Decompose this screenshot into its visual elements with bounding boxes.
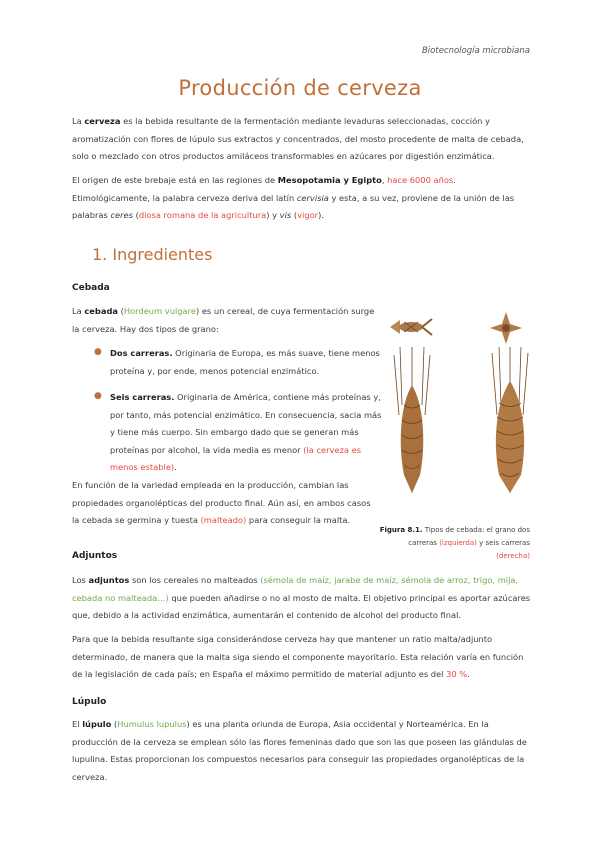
intro-paragraph-2: El origen de este brebaje está en las regiones de Mesopotamia y Egipto, hace 6000 años. Etimológicamente, la palabra cerveza deriva del latín cervisia y esta, a su vez, proviene de la unión de las palabras ceres (diosa romana de la agricultura) y vis (vigor).	[72, 175, 515, 220]
subheading-cebada: Cebada	[72, 283, 110, 293]
adjuntos-paragraph-2: Para que la bebida resultante siga considerándose cerveza hay que mantener un ratio malta/adjunto determinado, de manera que la malta siga siendo el componente mayoritario. Esta relación varía en función de la legislación de cada país; en España el máximo permitido de material adjunto es del 30 %.	[72, 634, 524, 679]
figure-caption: Figura 8.1. Tipos de cebada: el grano dos carreras (izquierda) y seis carreras (derecha)	[379, 526, 530, 560]
document-header: Biotecnología microbiana	[421, 46, 530, 56]
bullet-seis-carreras: Seis carreras. Originaria de América, contiene más proteínas y, por tanto, más potencial enzimático. En consecuencia, sacia más y tiene más cuerpo. Sin embargo dado que se generan más proteínas por alcohol, la vida media es menor (la cerveza es menos estable).	[110, 392, 382, 472]
bullet-icon: ●	[94, 347, 102, 357]
section-heading-ingredientes: 1. Ingredientes	[92, 245, 213, 264]
cebada-paragraph-1: La cebada (Hordeum vulgare) es un cereal, de cuya fermentación surge la cerveza. Hay dos tipos de grano:	[72, 306, 375, 334]
page-title: Producción de cerveza	[178, 76, 422, 100]
barley-six-row-ear-icon	[487, 345, 533, 495]
barley-grain-two-row-icon	[388, 314, 434, 340]
subheading-lupulo: Lúpulo	[72, 697, 107, 707]
adjuntos-paragraph-1: Los adjuntos son los cereales no malteados (sémola de maíz, jarabe de maíz, sémola de arroz, trigo, mija, cebada no malteada…) que pueden añadirse o no al mosto de malta. El objetivo principal es aportar azúcares que, debido a la actividad enzimática, aumentarán el contenido de alcohol del producto final.	[72, 575, 531, 620]
intro-paragraph-1: La cerveza es la bebida resultante de la fermentación mediante levaduras seleccionadas, cocción y aromatización con flores de lúpulo sus extractos y concentrados, del mosto procedente de malta de cebada, solo o mezclado con otros productos amiláceos transformables en azúcares por digestión enzimática.	[72, 116, 524, 161]
bullet-dos-carreras: Dos carreras. Originaria de Europa, es más suave, tiene menos proteína y, por ende, menos potencial enzimático.	[110, 348, 380, 376]
barley-grain-six-row-icon	[488, 310, 524, 346]
cebada-paragraph-2: En función de la variedad empleada en la producción, cambian las propiedades organolépticas del producto final. Aún así, en ambos casos la cebada se germina y tuesta (malteado) para conseguir la malta.	[72, 480, 371, 525]
bullet-icon: ●	[94, 391, 102, 401]
barley-two-row-ear-icon	[390, 345, 434, 495]
lupulo-paragraph-1: El lúpulo (Humulus lupulus) es una planta oriunda de Europa, Asia occidental y Norteamérica. En la producción de la cerveza se emplean sólo las flores femeninas dado que son las que poseen las glándulas de lupulina. Estas proporcionan los compuestos necesarios para conseguir las propiedades organolépticas de la cerveza.	[72, 719, 527, 782]
subheading-adjuntos: Adjuntos	[72, 551, 118, 561]
